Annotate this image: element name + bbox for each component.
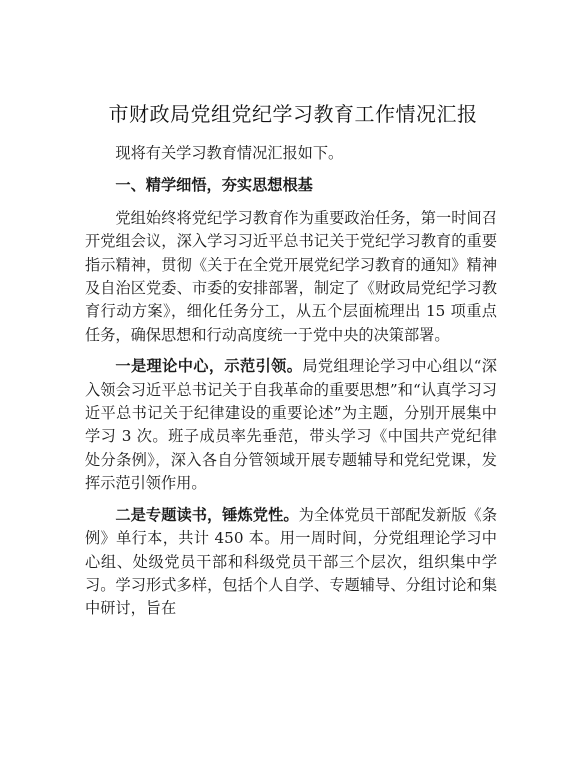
- paragraph-2-text: 局党组理论学习中心组以“深入领会习近平总书记关于自我革命的重要思想”和“认真学习习近平总书记关于纪律建设的重要论述”为主题，分别开展集中学习 3 次。班子成员率先垂范，带头学习《中国共产党纪律处分条例》，深入各自分管领域开展专题辅导和党纪党课，发挥示范引领作用。: [85, 357, 497, 493]
- paragraph-3: [85, 504, 497, 621]
- paragraph-3-lead: 二是专题读书，锤炼党性。: [115, 505, 299, 524]
- paragraph-1: 党组始终将党纪学习教育作为重要政治任务，第一时间召开党组会议，深入学习习近平总书记关于党纪学习教育的重要指示精神，贯彻《关于在全党开展党纪学习教育的通知》精神及自治区党委、市委的安排部署，制定了《财政局党纪学习教育行动方案》，细化任务分工，从五个层面梳理出 15 项重点任务，确保思想和行动高度统一于党中央的决策部署。: [85, 208, 497, 344]
- paragraph-2-lead: 一是理论中心，示范引领。: [115, 357, 303, 376]
- paragraph-3-text: 为全体党员干部配发新版《条例》单行本，共计 450 本。用一周时间，分党组理论学习中心组、处级党员干部和科级党员干部三个层次，组织集中学习。学习形式多样，包括个人自学、专题辅导、分组讨论和集中研讨，旨在: [85, 505, 498, 618]
- section-heading: 一、精学细悟，夯实思想根基: [115, 176, 313, 195]
- paragraph-2: [85, 355, 497, 495]
- document-body: [85, 142, 497, 621]
- document-title: 市财政局党组党纪学习教育工作情况汇报: [108, 102, 478, 126]
- intro-paragraph: 现将有关学习教育情况汇报如下。: [115, 144, 344, 162]
